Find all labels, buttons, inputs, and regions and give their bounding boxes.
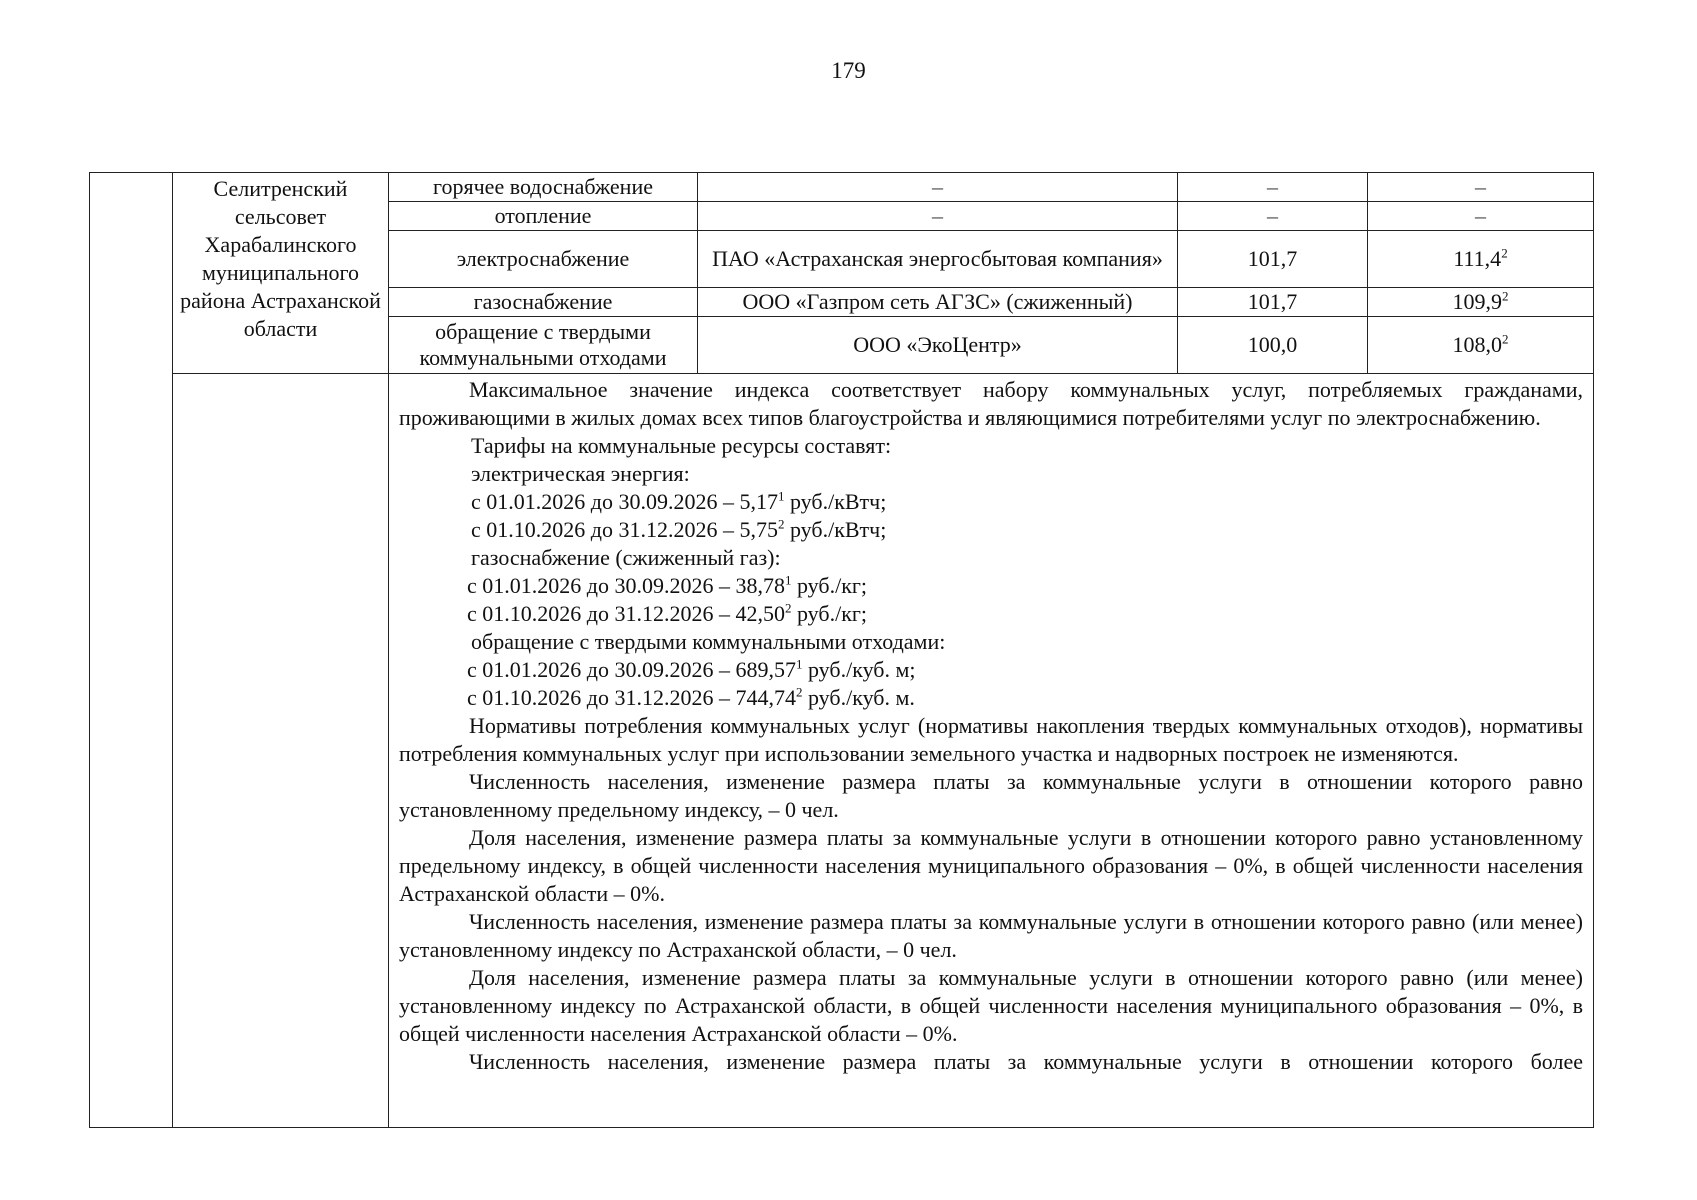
population-more-paragraph: Численность населения, изменение размера платы за коммунальные услуги в отношении которого более: [469, 1049, 1583, 1074]
tariff-value: [1368, 173, 1594, 202]
tariff-value: [1368, 231, 1594, 288]
tariff-value: [1368, 202, 1594, 231]
tariff-value: [1368, 317, 1594, 374]
tariff-period: с 01.01.2026 до 30.09.2026 – 38,78: [467, 573, 785, 598]
max-index-paragraph: Максимальное значение индекса соответствует набору коммунальных услуг, потребляемых гражданами, проживающими в жилых домах всех типов благоустройства и являющимися потребителями услуг по электроснабжению.: [399, 377, 1583, 430]
provider-name: ООО «Газпром сеть АГЗС» (сжиженный): [698, 288, 1178, 317]
empty-cell: [173, 374, 389, 1128]
provider-name: ПАО «Астраханская энергосбытовая компания»: [698, 231, 1178, 288]
tariff-period: с 01.01.2026 до 30.09.2026 – 689,57: [467, 657, 796, 682]
waste-title: обращение с твердыми коммунальными отходами:: [471, 629, 946, 654]
waste-tariff-2: [399, 684, 1583, 712]
provider-name: –: [698, 202, 1178, 231]
index-value: 101,7: [1178, 231, 1368, 288]
tariff-period: с 01.10.2026 до 31.12.2026 – 744,74: [467, 685, 796, 710]
tariff-period: с 01.10.2026 до 31.12.2026 – 42,50: [467, 601, 785, 626]
footnote-mark: 2: [777, 516, 785, 532]
norms-paragraph: Нормативы потребления коммунальных услуг (нормативы накопления твердых коммунальных отходов), нормативы потребления коммунальных услуг при использовании земельного участка и надворных построек не изменяются.: [399, 713, 1583, 766]
tariff-value: [1368, 288, 1594, 317]
footnote-mark: 2: [795, 684, 803, 700]
footnote-mark: 1: [795, 656, 803, 672]
footnote-mark: 1: [784, 572, 792, 588]
tariff-number: –: [1475, 174, 1486, 199]
service-name: обращение с твердыми коммунальными отходами: [389, 317, 698, 374]
footnote-mark: 2: [1502, 331, 1509, 347]
provider-name: –: [698, 173, 1178, 202]
gas-tariff-2: [399, 600, 1583, 628]
tariff-period: с 01.10.2026 до 31.12.2026 – 5,75: [471, 517, 778, 542]
electricity-title: электрическая энергия:: [471, 461, 690, 486]
tariff-number: 111,4: [1453, 246, 1502, 271]
tariff-unit: руб./кВтч;: [784, 489, 887, 514]
footnote-mark: 2: [784, 600, 792, 616]
electricity-tariff-2: [399, 516, 1583, 544]
index-value: –: [1178, 173, 1368, 202]
tariff-unit: руб./куб. м.: [802, 685, 915, 710]
index-value: –: [1178, 202, 1368, 231]
provider-name: ООО «ЭкоЦентр»: [698, 317, 1178, 374]
footnote-mark: 2: [1502, 288, 1509, 304]
service-name: электроснабжение: [389, 231, 698, 288]
share-equal-limit: Доля населения, изменение размера платы за коммунальные услуги в отношении которого равно установленному предельному индексу, в общей численности населения муниципального образования – 0%, в общей численности населения Астраханской области – 0%.: [399, 825, 1583, 906]
waste-tariff-1: [399, 656, 1583, 684]
service-name: отопление: [389, 202, 698, 231]
index-value: 100,0: [1178, 317, 1368, 374]
tariffs-intro: Тарифы на коммунальные ресурсы составят:: [471, 433, 892, 458]
utility-tariff-table: [89, 172, 1594, 1128]
tariff-unit: руб./кг;: [791, 573, 868, 598]
population-equal-limit: Численность населения, изменение размера платы за коммунальные услуги в отношении которого равно установленному предельному индексу, – 0 чел.: [399, 769, 1583, 822]
share-le-region-index: Доля населения, изменение размера платы за коммунальные услуги в отношении которого равно (или менее) установленному индексу по Астраханской области, в общей численности населения муниципального образования – 0%, в общей численности населения Астраханской области – 0%.: [399, 965, 1583, 1046]
tariff-unit: руб./кВтч;: [784, 517, 887, 542]
service-name: горячее водоснабжение: [389, 173, 698, 202]
municipality-cell: Селитренский сельсовет Харабалинского муниципального района Астраханской области: [173, 173, 389, 374]
page-number: 179: [831, 58, 866, 83]
tariff-number: 108,0: [1452, 332, 1502, 357]
tariff-period: с 01.01.2026 до 30.09.2026 – 5,17: [471, 489, 778, 514]
gas-title: газоснабжение (сжиженный газ):: [471, 545, 781, 570]
footnote-mark: 2: [1501, 245, 1508, 261]
tariff-number: –: [1475, 203, 1486, 228]
electricity-tariff-1: [399, 488, 1583, 516]
gas-tariff-1: [399, 572, 1583, 600]
tariff-unit: руб./куб. м;: [802, 657, 916, 682]
population-le-region-index: Численность населения, изменение размера платы за коммунальные услуги в отношении которого равно (или менее) установленному индексу по Астраханской области, – 0 чел.: [399, 909, 1583, 962]
index-value: 101,7: [1178, 288, 1368, 317]
table-row: [90, 173, 1594, 202]
service-name: газоснабжение: [389, 288, 698, 317]
footnote-mark: 1: [777, 488, 785, 504]
tariff-unit: руб./кг;: [791, 601, 868, 626]
table-row: [90, 374, 1594, 1128]
explanatory-note: [389, 374, 1594, 1128]
row-number-cell: [90, 173, 173, 1128]
tariff-number: 109,9: [1452, 289, 1502, 314]
